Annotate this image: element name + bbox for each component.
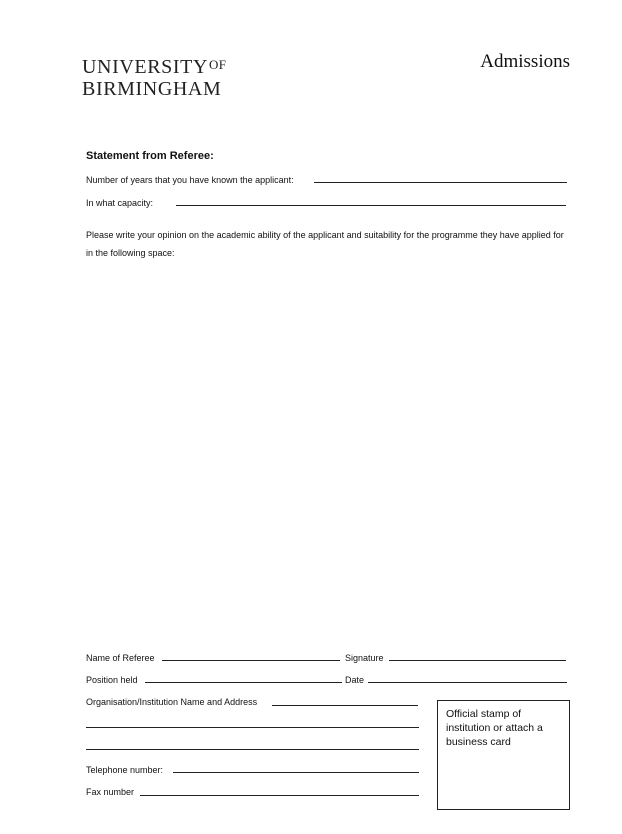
signature-field[interactable] xyxy=(389,660,566,661)
address-line-2[interactable] xyxy=(86,749,419,750)
stamp-instructions: Official stamp of institution or attach a business card xyxy=(446,708,543,748)
referee-name-field[interactable] xyxy=(162,660,340,661)
fax-field[interactable] xyxy=(140,795,419,796)
years-known-field[interactable] xyxy=(314,182,567,183)
date-field[interactable] xyxy=(368,682,567,683)
position-field[interactable] xyxy=(145,682,342,683)
capacity-field[interactable] xyxy=(176,205,566,206)
address-line-1[interactable] xyxy=(86,727,419,728)
organisation-label: Organisation/Institution Name and Address xyxy=(86,697,258,707)
logo-line-university: UNIVERSITY xyxy=(82,56,208,78)
fax-label: Fax number xyxy=(86,787,135,797)
date-label: Date xyxy=(345,675,365,685)
logo-line-birmingham: BIRMINGHAM xyxy=(82,78,222,100)
section-heading: Statement from Referee: xyxy=(86,150,214,162)
university-logo xyxy=(82,54,226,100)
official-stamp-box[interactable] xyxy=(437,700,570,810)
telephone-field[interactable] xyxy=(173,772,419,773)
referee-name-label: Name of Referee xyxy=(86,653,155,663)
telephone-label: Telephone number: xyxy=(86,765,164,775)
position-label: Position held xyxy=(86,675,138,685)
logo-of: OF xyxy=(209,57,227,72)
capacity-label: In what capacity: xyxy=(86,198,154,208)
signature-label: Signature xyxy=(345,653,384,663)
opinion-prompt: Please write your opinion on the academic ability of the applicant and suitability for the programme they have applied for in the following space: xyxy=(86,230,564,258)
years-known-label: Number of years that you have known the applicant: xyxy=(86,175,294,185)
organisation-field[interactable] xyxy=(272,705,418,706)
page-title: Admissions xyxy=(480,51,570,72)
opinion-text-area[interactable] xyxy=(86,264,567,640)
